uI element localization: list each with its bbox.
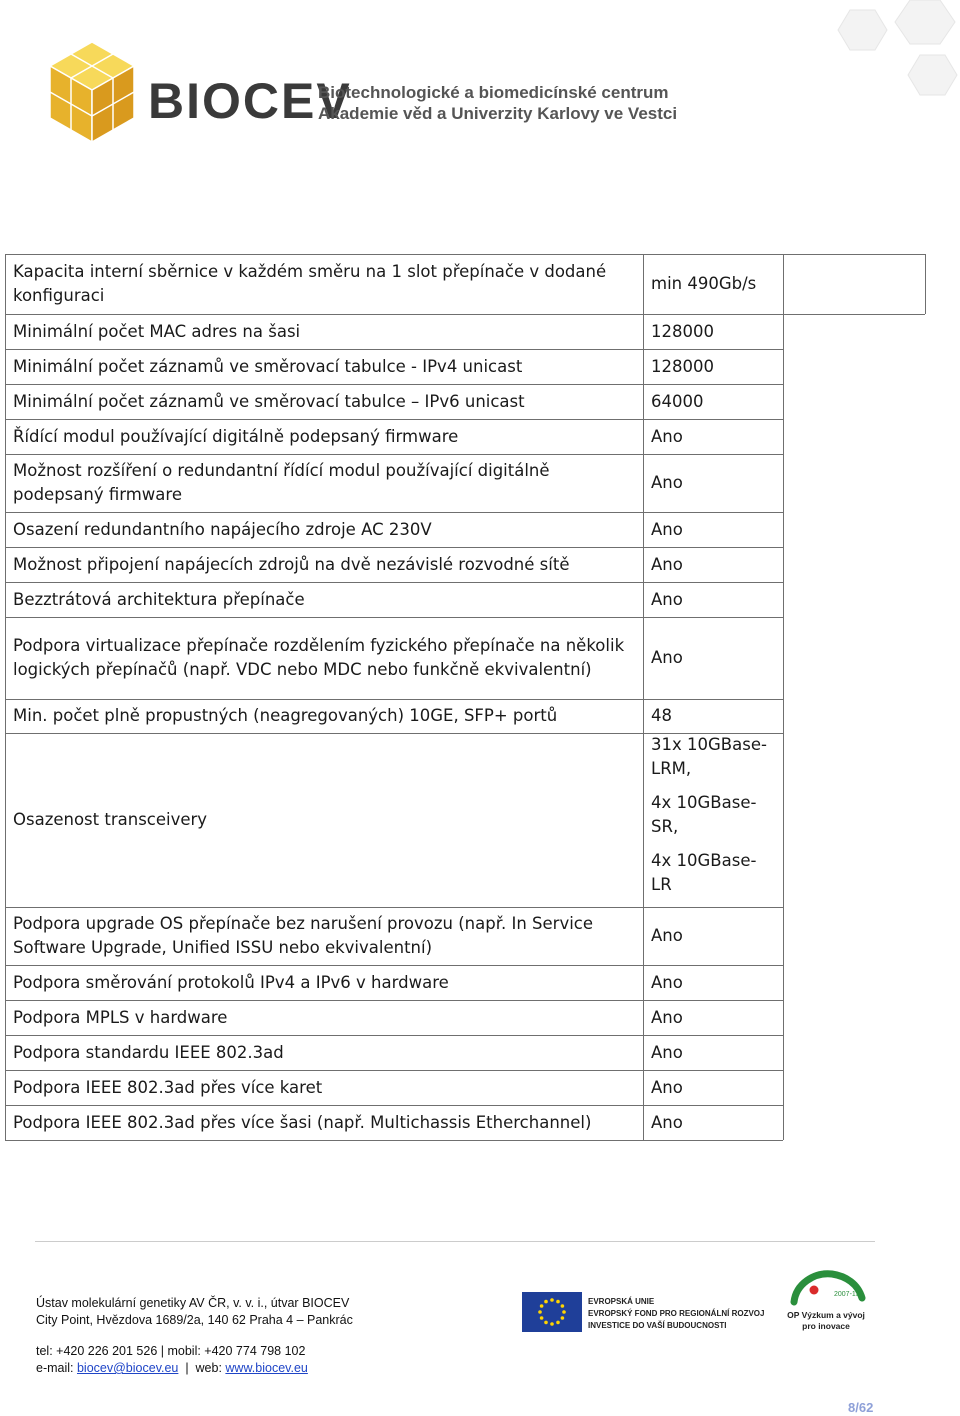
value-line: LR [651, 875, 672, 894]
requirement-value: Ano [651, 1042, 683, 1062]
op-line-1: OP Výzkum a vývoj [787, 1310, 865, 1320]
requirement-value [643, 733, 779, 907]
value-line: 4x 10GBase- [651, 851, 757, 870]
table-row [5, 314, 925, 349]
email-label: e-mail: [36, 1361, 77, 1375]
requirement-value: Ano [651, 554, 683, 574]
footer-contact-web [36, 1361, 308, 1375]
table-horizontal-rule [5, 907, 783, 908]
requirement-value: Ano [651, 1112, 683, 1132]
requirement-label: Podpora směrování protokolů IPv4 a IPv6 v hardware [13, 972, 449, 992]
table-row [5, 254, 925, 314]
table-horizontal-rule [5, 617, 783, 618]
requirement-value: Ano [651, 648, 683, 667]
requirement-label: Osazení redundantního napájecího zdroje AC 230V [13, 519, 432, 539]
table-horizontal-rule [5, 1105, 783, 1106]
organization-subtitle [318, 82, 677, 124]
table-row [5, 965, 925, 1000]
eu-funding-text [588, 1296, 764, 1332]
table-left-border [5, 254, 6, 1140]
table-first-row-bottom-extension [783, 314, 925, 315]
table-row [5, 1035, 925, 1070]
requirement-label: Minimální počet záznamů ve směrovací tabulce – IPv6 unicast [13, 391, 525, 411]
table-row [5, 617, 925, 699]
op-line-2: pro inovace [802, 1321, 850, 1331]
table-row [5, 419, 925, 454]
email-link[interactable]: biocev@biocev.eu [76, 1361, 179, 1375]
requirement-value: Ano [651, 972, 683, 992]
requirement-value: Ano [651, 473, 683, 492]
web-link[interactable]: www.biocev.eu [225, 1361, 308, 1375]
table-column-divider [643, 254, 644, 1140]
requirement-value: Ano [651, 589, 683, 609]
requirement-label: Podpora IEEE 802.3ad přes více šasi (např. Multichassis Etherchannel) [13, 1112, 592, 1132]
footer-org-line-2: City Point, Hvězdova 1689/2a, 140 62 Praha 4 – Pankrác [36, 1313, 353, 1327]
requirement-label: Minimální počet záznamů ve směrovací tabulce - IPv4 unicast [13, 356, 523, 376]
eu-line-3: INVESTICE DO VAŠÍ BUDOUCNOSTI [588, 1321, 727, 1330]
value-line: 4x 10GBase- [651, 793, 757, 812]
table-row [5, 907, 925, 965]
requirement-value: Ano [651, 519, 683, 539]
op-program-text [786, 1310, 866, 1332]
table-row [5, 582, 925, 617]
eu-flag-icon [522, 1292, 582, 1332]
table-row [5, 699, 925, 733]
requirement-label: Podpora MPLS v hardware [13, 1007, 228, 1027]
requirement-label: Podpora upgrade OS přepínače bez narušení provozu (např. In Service Software Upgrade, Unified ISSU nebo ekvivalentní) [13, 914, 594, 957]
specification-table [5, 254, 925, 1140]
table-row [5, 1000, 925, 1035]
subtitle-line-2: Akademie věd a Univerzity Karlovy ve Vestci [318, 104, 678, 123]
requirement-label: Min. počet plně propustných (neagregovaných) 10GE, SFP+ portů [13, 706, 558, 725]
value-line: LRM, [651, 759, 692, 778]
table-row [5, 384, 925, 419]
table-horizontal-rule [5, 512, 783, 513]
table-horizontal-rule [5, 582, 783, 583]
table-horizontal-rule [5, 1035, 783, 1036]
table-horizontal-rule [5, 699, 783, 700]
logo-text: BIOCEV [148, 73, 352, 129]
table-horizontal-rule [5, 254, 925, 255]
table-row [5, 1105, 925, 1140]
table-horizontal-rule [5, 547, 783, 548]
biocev-logo-icon [46, 40, 138, 144]
value-line: SR, [651, 817, 679, 836]
table-horizontal-rule [5, 1000, 783, 1001]
table-row [5, 733, 925, 907]
table-horizontal-rule [5, 419, 783, 420]
table-row [5, 547, 925, 582]
requirement-value: 128000 [651, 356, 714, 376]
requirement-label: Podpora standardu IEEE 802.3ad [13, 1042, 284, 1062]
requirement-value: Ano [651, 1077, 683, 1097]
subtitle-line-1: Biotechnologické a biomedicínské centrum [318, 83, 669, 102]
footer-org-line-1: Ústav molekulární genetiky AV ČR, v. v. i., útvar BIOCEV [36, 1296, 350, 1310]
table-horizontal-rule [5, 384, 783, 385]
table-horizontal-rule [5, 1140, 783, 1141]
table-horizontal-rule [5, 314, 783, 315]
requirement-label: Kapacita interní sběrnice v každém směru na 1 slot přepínače v dodané konfiguraci [13, 262, 607, 305]
page-number: 8/62 [848, 1400, 874, 1415]
table-horizontal-rule [5, 349, 783, 350]
value-line: 31x 10GBase- [651, 735, 767, 754]
requirement-value: Ano [651, 426, 683, 446]
table-row [5, 1070, 925, 1105]
requirement-label: Osazenost transceivery [13, 810, 208, 829]
requirement-label: Bezztrátová architektura přepínače [13, 589, 305, 609]
requirement-value: Ano [651, 926, 683, 945]
op-years-label: 2007-13 [834, 1291, 860, 1298]
requirement-label: Možnost rozšíření o redundantní řídící modul používající digitálně podepsaný firmware [13, 461, 550, 504]
requirement-label: Minimální počet MAC adres na šasi [13, 321, 301, 341]
requirement-value: 64000 [651, 391, 704, 411]
table-horizontal-rule [5, 1070, 783, 1071]
web-label: | web: [178, 1361, 226, 1375]
requirement-value: min 490Gb/s [651, 274, 757, 293]
requirement-label: Podpora IEEE 802.3ad přes více karet [13, 1077, 323, 1097]
requirement-label: Řídící modul používající digitálně podepsaný firmware [13, 426, 459, 446]
table-row [5, 349, 925, 384]
table-first-row-extension [925, 254, 926, 314]
table-row [5, 454, 925, 512]
table-row [5, 512, 925, 547]
footer-contact-phone: tel: +420 226 201 526 | mobil: +420 774 798 102 [36, 1344, 306, 1358]
footer-divider [35, 1241, 875, 1242]
requirement-label: Podpora virtualizace přepínače rozdělením fyzického přepínače na několik logických přepínačů (např. VDC nebo MDC nebo funkčně ekvivalentní) [13, 636, 625, 679]
requirement-value: Ano [651, 1007, 683, 1027]
eu-line-2: EVROPSKÝ FOND PRO REGIONÁLNÍ ROZVOJ [588, 1309, 765, 1318]
table-horizontal-rule [5, 965, 783, 966]
table-horizontal-rule [5, 733, 783, 734]
requirement-label: Možnost připojení napájecích zdrojů na dvě nezávislé rozvodné sítě [13, 554, 570, 574]
table-horizontal-rule [5, 454, 783, 455]
requirement-value: 128000 [651, 321, 714, 341]
eu-line-1: EVROPSKÁ UNIE [588, 1297, 655, 1306]
requirement-value: 48 [651, 706, 672, 725]
decorative-hexagon-pattern-icon [790, 0, 960, 110]
table-right-border [783, 254, 784, 1140]
